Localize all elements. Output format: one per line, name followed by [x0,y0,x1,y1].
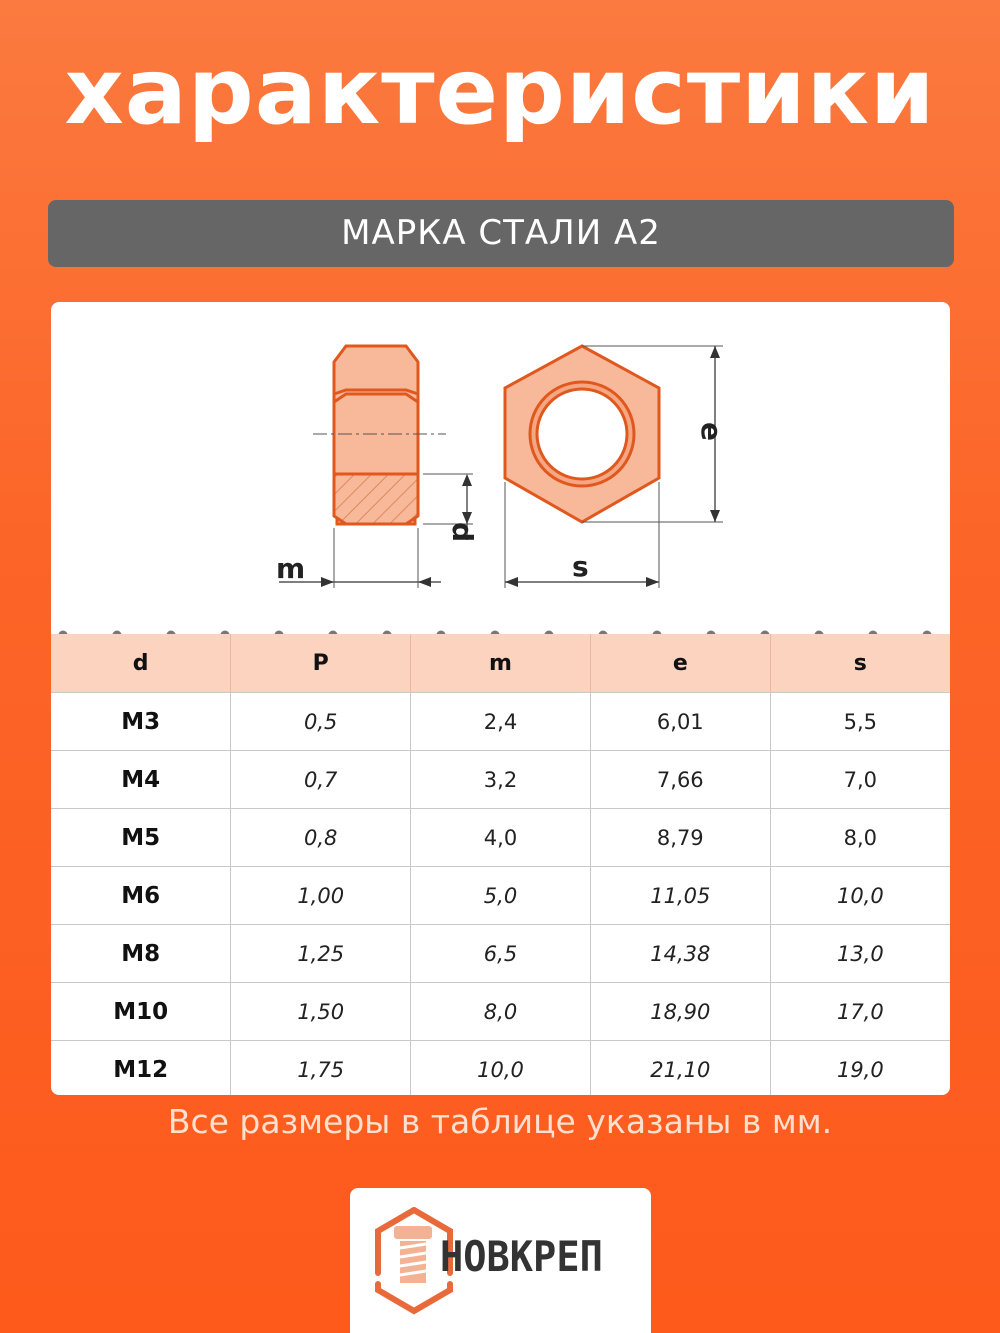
steel-grade-label: МАРКА СТАЛИ А2 [341,213,661,253]
table-row [51,693,950,751]
table-row [51,1041,950,1096]
dimension-cell: 11,05 [590,867,770,925]
diagram-label-s: s [572,550,589,583]
dimension-cell: 0,5 [231,693,411,751]
units-note: Все размеры в таблице указаны в мм. [167,1102,833,1141]
dimension-cell: 8,0 [770,809,950,867]
nut-front-view-icon [505,346,659,522]
thread-size-cell: M10 [51,983,231,1041]
dimension-cell: 4,0 [411,809,591,867]
dimension-cell: 1,75 [231,1041,411,1096]
dimension-cell: 1,50 [231,983,411,1041]
page-title: характеристики [64,38,936,145]
dimension-cell: 14,38 [590,925,770,983]
table-row [51,925,950,983]
dimension-cell: 19,0 [770,1041,950,1096]
dimension-cell: 8,0 [411,983,591,1041]
brand-logo [350,1188,651,1333]
column-header: m [411,634,591,693]
thread-size-cell: M5 [51,809,231,867]
table-header-row [51,634,950,693]
dimension-cell: 7,0 [770,751,950,809]
nut-dimension-diagram [51,302,950,632]
steel-grade-banner [48,200,954,267]
brand-name: НОВКРЕП [440,1232,603,1281]
dimension-cell: 18,90 [590,983,770,1041]
thread-size-cell: M12 [51,1041,231,1096]
dimension-cell: 17,0 [770,983,950,1041]
dimension-cell: 7,66 [590,751,770,809]
thread-size-cell: M8 [51,925,231,983]
dimension-cell: 2,4 [411,693,591,751]
table-row [51,751,950,809]
table-row [51,867,950,925]
spec-card [51,302,950,1095]
table-row [51,809,950,867]
column-header: s [770,634,950,693]
dimension-cell: 8,79 [590,809,770,867]
table-body [51,693,950,1096]
dimension-cell: 6,01 [590,693,770,751]
dimension-cell: 6,5 [411,925,591,983]
dimension-cell: 1,25 [231,925,411,983]
column-header: P [231,634,411,693]
dimension-cell: 1,00 [231,867,411,925]
thread-size-cell: M6 [51,867,231,925]
dimension-cell: 10,0 [411,1041,591,1096]
thread-size-cell: M4 [51,751,231,809]
dimensions-table [51,634,950,1095]
dimension-cell: 13,0 [770,925,950,983]
diagram-label-d: d [446,522,479,543]
dimension-cell: 0,8 [231,809,411,867]
dimension-cell: 3,2 [411,751,591,809]
nut-side-view-icon [334,346,418,524]
diagram-label-e: e [695,422,728,441]
dimension-cell: 0,7 [231,751,411,809]
dimension-cell: 5,0 [411,867,591,925]
dimension-cell: 5,5 [770,693,950,751]
thread-size-cell: M3 [51,693,231,751]
dimension-cell: 10,0 [770,867,950,925]
diagram-label-m: m [276,552,306,585]
column-header: d [51,634,231,693]
table-row [51,983,950,1041]
dimension-cell: 21,10 [590,1041,770,1096]
column-header: e [590,634,770,693]
